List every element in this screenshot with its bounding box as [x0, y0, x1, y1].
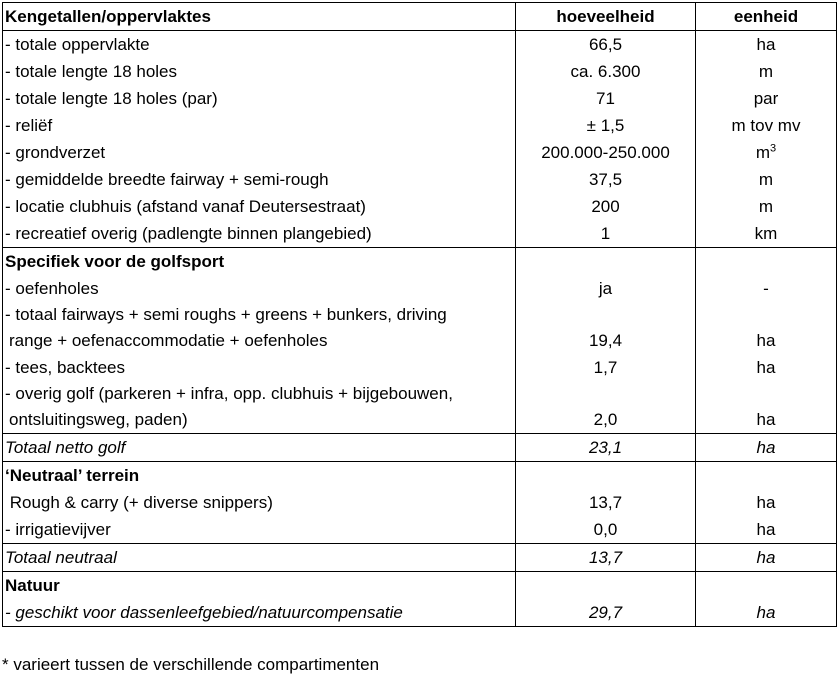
- row-unit: km: [696, 220, 837, 248]
- row-label: - grondverzet: [3, 139, 516, 166]
- table-row: [3, 166, 837, 193]
- table-row: [3, 302, 837, 354]
- unit-text: m: [755, 143, 771, 162]
- header-label: Kengetallen/oppervlaktes: [3, 3, 516, 31]
- section-heading-golf: [3, 248, 837, 276]
- row-label: - tees, backtees: [3, 354, 516, 381]
- row-unit: [696, 139, 837, 166]
- row-unit: ha: [696, 599, 837, 627]
- footnote: * varieert tussen de verschillende compartimenten: [2, 655, 380, 674]
- section-title: Natuur: [3, 572, 516, 600]
- row-value: 37,5: [516, 166, 696, 193]
- row-value: 200: [516, 193, 696, 220]
- row-label: - totale lengte 18 holes: [3, 58, 516, 85]
- row-label: - locatie clubhuis (afstand vanaf Deutersestraat): [3, 193, 516, 220]
- row-label: - reliëf: [3, 112, 516, 139]
- row-unit: ha: [696, 354, 837, 381]
- row-label: - geschikt voor dassenleefgebied/natuurcompensatie: [3, 599, 516, 627]
- row-label: - oefenholes: [3, 275, 516, 302]
- row-label-line: - overig golf (parkeren + infra, opp. clubhuis + bijgebouwen,: [5, 384, 453, 403]
- row-unit: ha: [696, 516, 837, 544]
- section-heading-nature: [3, 572, 837, 600]
- table-row: [3, 193, 837, 220]
- row-label: - recreatief overig (padlengte binnen plangebied): [3, 220, 516, 248]
- header-quantity: hoeveelheid: [516, 3, 696, 31]
- row-label: [3, 381, 516, 434]
- table-header-row: [3, 3, 837, 31]
- total-label: Totaal neutraal: [3, 544, 516, 572]
- table-row: [3, 516, 837, 544]
- row-unit: m tov mv: [696, 112, 837, 139]
- row-unit: ha: [696, 31, 837, 59]
- row-unit: ha: [696, 489, 837, 516]
- row-value: 1: [516, 220, 696, 248]
- row-value: 1,7: [516, 354, 696, 381]
- row-label-line: range + oefenaccommodatie + oefenholes: [9, 331, 328, 350]
- table-row: [3, 381, 837, 434]
- total-unit: ha: [696, 434, 837, 462]
- row-value: 71: [516, 85, 696, 112]
- table-row: [3, 354, 837, 381]
- table-row: [3, 275, 837, 302]
- row-value: ja: [516, 275, 696, 302]
- row-label: - totale lengte 18 holes (par): [3, 85, 516, 112]
- row-value: 29,7: [516, 599, 696, 627]
- table-row: [3, 489, 837, 516]
- table-row: [3, 599, 837, 627]
- table-row: [3, 220, 837, 248]
- row-unit: m: [696, 166, 837, 193]
- row-unit: ha: [696, 381, 837, 434]
- unit-superscript: 3: [770, 142, 777, 155]
- row-value: ± 1,5: [516, 112, 696, 139]
- row-value: 0,0: [516, 516, 696, 544]
- row-unit: -: [696, 275, 837, 302]
- table-row: [3, 58, 837, 85]
- row-value: 66,5: [516, 31, 696, 59]
- row-label: - irrigatievijver: [3, 516, 516, 544]
- total-row-neutral: [3, 544, 837, 572]
- row-value: 200.000-250.000: [516, 139, 696, 166]
- total-label: Totaal netto golf: [3, 434, 516, 462]
- header-unit: eenheid: [696, 3, 837, 31]
- section-title: ‘Neutraal’ terrein: [3, 462, 516, 490]
- row-unit: m: [696, 193, 837, 220]
- row-unit: m: [696, 58, 837, 85]
- row-label-line: - totaal fairways + semi roughs + greens + bunkers, driving: [5, 305, 447, 324]
- row-value: 19,4: [516, 302, 696, 354]
- row-unit: par: [696, 85, 837, 112]
- row-label: [3, 302, 516, 354]
- row-label: - totale oppervlakte: [3, 31, 516, 59]
- total-unit: ha: [696, 544, 837, 572]
- total-row-golf: [3, 434, 837, 462]
- row-label-line: ontsluitingsweg, paden): [9, 410, 188, 429]
- row-value: 2,0: [516, 381, 696, 434]
- table-row: [3, 112, 837, 139]
- table-row: [3, 85, 837, 112]
- key-figures-table: [2, 2, 836, 627]
- section-heading-neutral: [3, 462, 837, 490]
- row-unit: ha: [696, 302, 837, 354]
- row-label: - gemiddelde breedte fairway + semi-rough: [3, 166, 516, 193]
- total-value: 23,1: [516, 434, 696, 462]
- row-value: ca. 6.300: [516, 58, 696, 85]
- row-label: Rough & carry (+ diverse snippers): [3, 489, 516, 516]
- table-row: [3, 31, 837, 59]
- table-row: [3, 139, 837, 166]
- row-value: 13,7: [516, 489, 696, 516]
- section-title: Specifiek voor de golfsport: [3, 248, 516, 276]
- total-value: 13,7: [516, 544, 696, 572]
